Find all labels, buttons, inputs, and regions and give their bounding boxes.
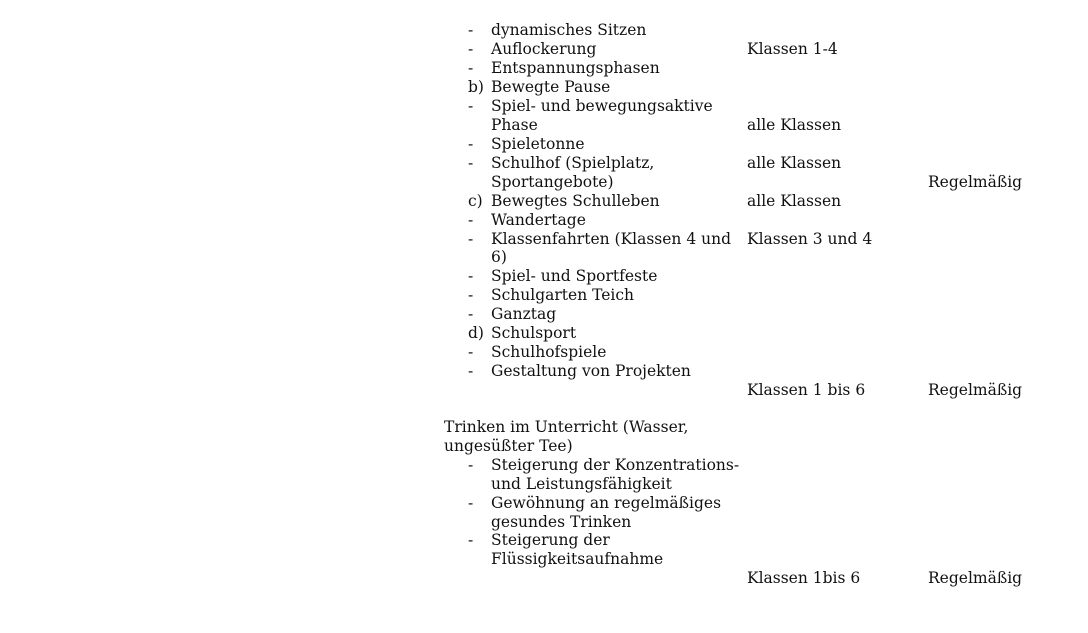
list-marker: -	[468, 230, 474, 248]
item-text: gesundes Trinken	[491, 513, 632, 531]
item-text: Auflockerung	[491, 40, 597, 58]
classes-cell: alle Klassen	[747, 192, 842, 210]
section-marker: d)	[468, 324, 484, 342]
list-marker: -	[468, 305, 474, 323]
item-text: Steigerung der	[491, 531, 610, 549]
list-marker: -	[468, 362, 474, 380]
item-text: dynamisches Sitzen	[491, 21, 647, 39]
list-marker: -	[468, 456, 474, 474]
list-marker: -	[468, 59, 474, 77]
list-marker: -	[468, 531, 474, 549]
list-marker: -	[468, 286, 474, 304]
frequency-cell: Regelmäßig	[928, 569, 1023, 587]
item-text: Entspannungsphasen	[491, 59, 660, 77]
item-text: Phase	[491, 116, 538, 134]
list-marker: -	[468, 494, 474, 512]
classes-cell: Klassen 1bis 6	[747, 569, 861, 587]
section-marker: b)	[468, 78, 484, 96]
item-text: Gewöhnung an regelmäßiges	[491, 494, 722, 512]
classes-cell: Klassen 1 bis 6	[747, 381, 866, 399]
drinks-heading-line-1: Trinken im Unterricht (Wasser,	[444, 418, 689, 436]
item-text: Ganztag	[491, 305, 557, 323]
list-marker: -	[468, 21, 474, 39]
item-text: Spieletonne	[491, 135, 585, 153]
item-text: Flüssigkeitsaufnahme	[491, 550, 664, 568]
frequency-cell: Regelmäßig	[928, 381, 1023, 399]
item-text: Sportangebote)	[491, 173, 614, 191]
item-text: Schulhofspiele	[491, 343, 607, 361]
item-text: Klassenfahrten (Klassen 4 und	[491, 230, 732, 248]
item-text: 6)	[491, 248, 507, 266]
item-text: Wandertage	[491, 211, 586, 229]
frequency-cell: Regelmäßig	[928, 173, 1023, 191]
list-marker: -	[468, 343, 474, 361]
classes-cell: Klassen 3 und 4	[747, 230, 873, 248]
list-marker: -	[468, 40, 474, 58]
section-heading: Schulsport	[491, 324, 577, 342]
item-text: Steigerung der Konzentrations-	[491, 456, 740, 474]
list-marker: -	[468, 267, 474, 285]
section-heading: Bewegte Pause	[491, 78, 611, 96]
classes-cell: Klassen 1-4	[747, 40, 838, 58]
item-text: Schulgarten Teich	[491, 286, 635, 304]
list-marker: -	[468, 135, 474, 153]
item-text: Gestaltung von Projekten	[491, 362, 691, 380]
list-marker: -	[468, 154, 474, 172]
list-marker: -	[468, 211, 474, 229]
classes-cell: alle Klassen	[747, 154, 842, 172]
item-text: und Leistungsfähigkeit	[491, 475, 672, 493]
section-heading: Bewegtes Schulleben	[491, 192, 660, 210]
classes-cell: alle Klassen	[747, 116, 842, 134]
drinks-heading-line-2: ungesüßter Tee)	[444, 437, 573, 455]
item-text: Spiel- und Sportfeste	[491, 267, 658, 285]
item-text: Spiel- und bewegungsaktive	[491, 97, 713, 115]
item-text: Schulhof (Spielplatz,	[491, 154, 655, 172]
section-marker: c)	[468, 192, 483, 210]
list-marker: -	[468, 97, 474, 115]
